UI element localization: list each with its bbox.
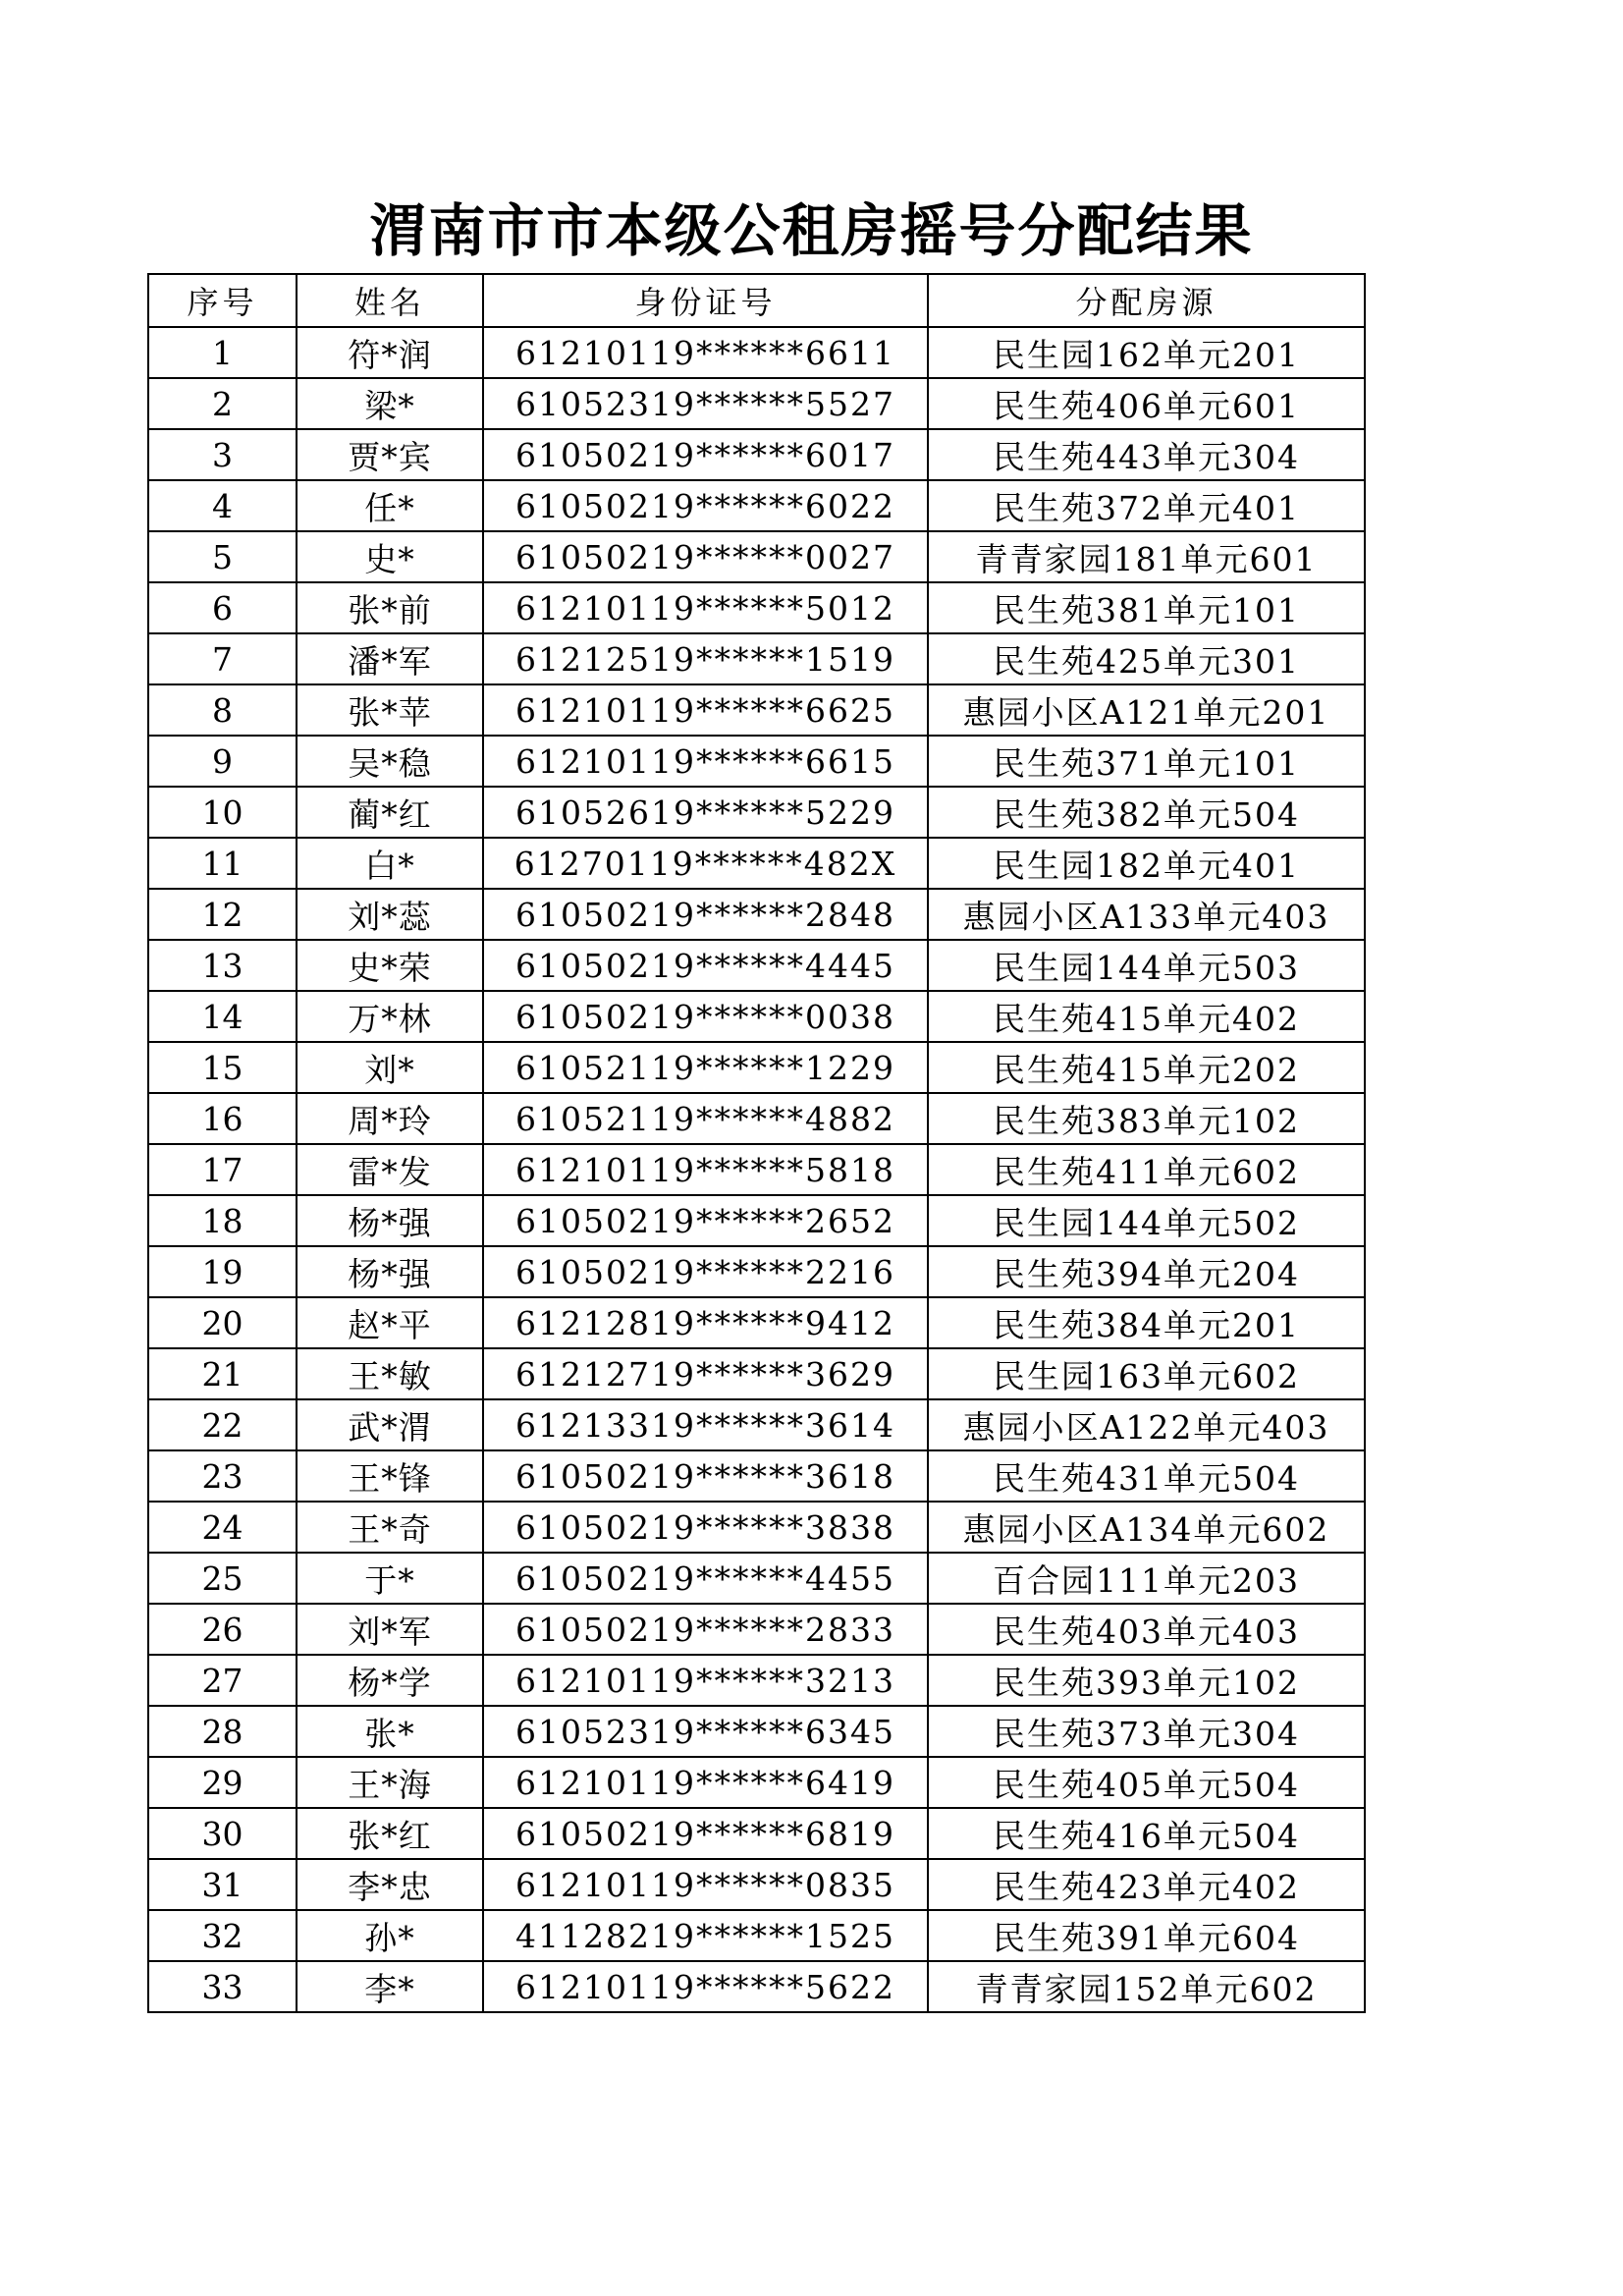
cell-number: 11 [148,838,297,889]
cell-housing: 民生园163单元602 [928,1348,1365,1399]
table-row [148,1450,1365,1502]
cell-number: 27 [148,1655,297,1706]
cell-number: 23 [148,1450,297,1502]
cell-number: 33 [148,1961,297,2012]
cell-name: 史*荣 [297,940,483,991]
table-row [148,1910,1365,1961]
cell-name: 贾*宾 [297,429,483,480]
column-header-number: 序号 [148,274,297,327]
cell-id-number: 61050219******2652 [483,1195,928,1246]
cell-id-number: 61213319******3614 [483,1399,928,1450]
cell-name: 张*红 [297,1808,483,1859]
cell-number: 28 [148,1706,297,1757]
cell-number: 7 [148,633,297,684]
cell-number: 14 [148,991,297,1042]
cell-housing: 民生苑382单元504 [928,787,1365,838]
cell-housing: 民生苑443单元304 [928,429,1365,480]
cell-housing: 民生苑371单元101 [928,736,1365,787]
cell-name: 赵*平 [297,1297,483,1348]
cell-number: 3 [148,429,297,480]
cell-housing: 民生苑373单元304 [928,1706,1365,1757]
cell-id-number: 61052619******5229 [483,787,928,838]
cell-name: 李*忠 [297,1859,483,1910]
cell-id-number: 61212819******9412 [483,1297,928,1348]
cell-number: 5 [148,531,297,582]
table-row [148,1297,1365,1348]
cell-name: 武*渭 [297,1399,483,1450]
table-row [148,684,1365,736]
cell-id-number: 61050219******4455 [483,1553,928,1604]
table-row [148,1604,1365,1655]
cell-housing: 民生园144单元502 [928,1195,1365,1246]
cell-name: 张*前 [297,582,483,633]
table-row [148,940,1365,991]
cell-id-number: 61050219******0038 [483,991,928,1042]
table-row [148,1399,1365,1450]
cell-id-number: 61210119******5818 [483,1144,928,1195]
cell-id-number: 61210119******0835 [483,1859,928,1910]
table-header [148,274,1365,327]
column-header-id-number: 身份证号 [483,274,928,327]
cell-housing: 民生苑416单元504 [928,1808,1365,1859]
cell-name: 王*锋 [297,1450,483,1502]
cell-housing: 民生苑383单元102 [928,1093,1365,1144]
cell-housing: 民生园182单元401 [928,838,1365,889]
cell-name: 符*润 [297,327,483,378]
table-row [148,1144,1365,1195]
cell-number: 20 [148,1297,297,1348]
cell-name: 潘*军 [297,633,483,684]
cell-number: 29 [148,1757,297,1808]
cell-name: 周*玲 [297,1093,483,1144]
table-row [148,1757,1365,1808]
cell-id-number: 61052119******1229 [483,1042,928,1093]
cell-id-number: 61052319******5527 [483,378,928,429]
table-row [148,889,1365,940]
cell-name: 史* [297,531,483,582]
cell-number: 4 [148,480,297,531]
cell-number: 22 [148,1399,297,1450]
table-row [148,787,1365,838]
cell-name: 刘*蕊 [297,889,483,940]
cell-id-number: 61210119******5622 [483,1961,928,2012]
table-row [148,1553,1365,1604]
cell-name: 张*苹 [297,684,483,736]
cell-number: 15 [148,1042,297,1093]
cell-id-number: 61210119******6611 [483,327,928,378]
table-row [148,327,1365,378]
cell-id-number: 61050219******3618 [483,1450,928,1502]
cell-number: 30 [148,1808,297,1859]
cell-id-number: 61210119******3213 [483,1655,928,1706]
table-row [148,1348,1365,1399]
cell-housing: 青青家园152单元602 [928,1961,1365,2012]
table-row [148,991,1365,1042]
table-row [148,378,1365,429]
cell-housing: 民生苑431单元504 [928,1450,1365,1502]
table-body [148,327,1365,2012]
cell-housing: 民生苑415单元202 [928,1042,1365,1093]
table-row [148,1655,1365,1706]
cell-name: 王*海 [297,1757,483,1808]
table-row [148,633,1365,684]
cell-id-number: 61050219******3838 [483,1502,928,1553]
table-row [148,531,1365,582]
cell-name: 杨*强 [297,1246,483,1297]
cell-id-number: 61210119******6419 [483,1757,928,1808]
cell-housing: 惠园小区A121单元201 [928,684,1365,736]
cell-id-number: 61270119******482X [483,838,928,889]
cell-housing: 民生园144单元503 [928,940,1365,991]
table-row [148,582,1365,633]
cell-housing: 惠园小区A134单元602 [928,1502,1365,1553]
cell-id-number: 61050219******2216 [483,1246,928,1297]
cell-name: 王*敏 [297,1348,483,1399]
cell-id-number: 61050219******6017 [483,429,928,480]
cell-housing: 惠园小区A133单元403 [928,889,1365,940]
cell-number: 6 [148,582,297,633]
cell-id-number: 61212519******1519 [483,633,928,684]
cell-name: 李* [297,1961,483,2012]
cell-id-number: 61052119******4882 [483,1093,928,1144]
cell-name: 刘*军 [297,1604,483,1655]
table-row [148,1042,1365,1093]
cell-number: 19 [148,1246,297,1297]
table-row [148,1808,1365,1859]
cell-number: 16 [148,1093,297,1144]
cell-number: 17 [148,1144,297,1195]
table-row [148,480,1365,531]
cell-name: 梁* [297,378,483,429]
cell-name: 吴*稳 [297,736,483,787]
cell-number: 24 [148,1502,297,1553]
column-header-housing: 分配房源 [928,274,1365,327]
table-row [148,1859,1365,1910]
cell-housing: 惠园小区A122单元403 [928,1399,1365,1450]
table-row [148,1195,1365,1246]
cell-id-number: 61052319******6345 [483,1706,928,1757]
cell-id-number: 61050219******2848 [483,889,928,940]
cell-id-number: 61210119******5012 [483,582,928,633]
cell-housing: 民生园162单元201 [928,327,1365,378]
cell-name: 杨*学 [297,1655,483,1706]
table-row [148,1093,1365,1144]
cell-name: 雷*发 [297,1144,483,1195]
cell-name: 孙* [297,1910,483,1961]
cell-name: 蔺*红 [297,787,483,838]
cell-housing: 民生苑384单元201 [928,1297,1365,1348]
cell-name: 张* [297,1706,483,1757]
cell-number: 1 [148,327,297,378]
cell-housing: 民生苑394单元204 [928,1246,1365,1297]
cell-id-number: 61050219******0027 [483,531,928,582]
cell-name: 王*奇 [297,1502,483,1553]
cell-id-number: 61212719******3629 [483,1348,928,1399]
cell-id-number: 61050219******2833 [483,1604,928,1655]
cell-name: 白* [297,838,483,889]
cell-id-number: 61050219******6819 [483,1808,928,1859]
cell-housing: 民生苑372单元401 [928,480,1365,531]
cell-housing: 民生苑381单元101 [928,582,1365,633]
cell-number: 12 [148,889,297,940]
cell-id-number: 41128219******1525 [483,1910,928,1961]
cell-housing: 民生苑425单元301 [928,633,1365,684]
cell-housing: 民生苑415单元402 [928,991,1365,1042]
cell-number: 10 [148,787,297,838]
document-title: 渭南市市本级公租房摇号分配结果 [369,197,1254,264]
cell-number: 18 [148,1195,297,1246]
cell-housing: 民生苑423单元402 [928,1859,1365,1910]
cell-housing: 民生苑406单元601 [928,378,1365,429]
cell-id-number: 61210119******6625 [483,684,928,736]
cell-housing: 民生苑405单元504 [928,1757,1365,1808]
cell-housing: 民生苑391单元604 [928,1910,1365,1961]
allocation-table [147,273,1366,2013]
cell-number: 9 [148,736,297,787]
table-row [148,1246,1365,1297]
cell-housing: 百合园111单元203 [928,1553,1365,1604]
cell-housing: 青青家园181单元601 [928,531,1365,582]
cell-number: 21 [148,1348,297,1399]
table-row [148,1706,1365,1757]
cell-name: 杨*强 [297,1195,483,1246]
cell-number: 26 [148,1604,297,1655]
header-row [148,274,1365,327]
cell-name: 刘* [297,1042,483,1093]
table-row [148,838,1365,889]
cell-id-number: 61210119******6615 [483,736,928,787]
cell-housing: 民生苑403单元403 [928,1604,1365,1655]
cell-number: 31 [148,1859,297,1910]
table-row [148,736,1365,787]
cell-name: 于* [297,1553,483,1604]
cell-housing: 民生苑393单元102 [928,1655,1365,1706]
cell-number: 2 [148,378,297,429]
cell-name: 万*林 [297,991,483,1042]
cell-number: 32 [148,1910,297,1961]
cell-housing: 民生苑411单元602 [928,1144,1365,1195]
cell-number: 13 [148,940,297,991]
column-header-name: 姓名 [297,274,483,327]
table-row [148,429,1365,480]
cell-number: 8 [148,684,297,736]
cell-id-number: 61050219******6022 [483,480,928,531]
cell-number: 25 [148,1553,297,1604]
table-row [148,1961,1365,2012]
cell-name: 任* [297,480,483,531]
cell-id-number: 61050219******4445 [483,940,928,991]
table-row [148,1502,1365,1553]
